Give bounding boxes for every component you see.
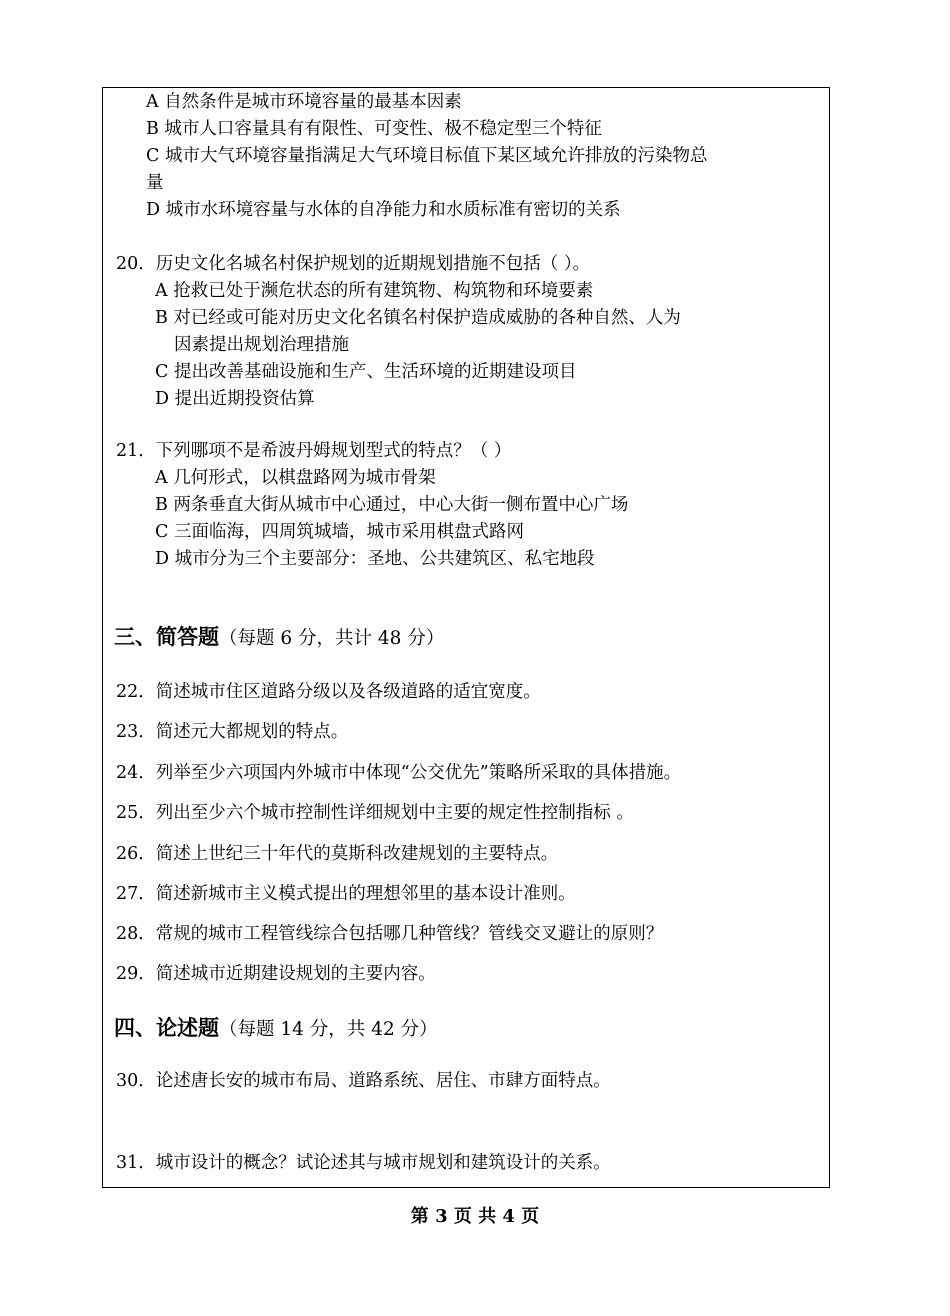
q20-option-c: C 提出改善基础设施和生产、生活环境的近期建设项目 [155,362,577,382]
section3-score-note: （每题 6 分，共计 48 分） [219,628,445,649]
q19-option-b: B 城市人口容量具有有限性、可变性、极不稳定型三个特征 [146,119,602,139]
question-25: 25．列出至少六个城市控制性详细规划中主要的规定性控制指标 。 [116,803,634,823]
q21-option-b: B 两条垂直大街从城市中心通过，中心大街一侧布置中心广场 [155,495,629,515]
section4-score-note: （每题 14 分，共 42 分） [219,1019,438,1040]
q19-option-d: D 城市水环境容量与水体的自净能力和水质标准有密切的关系 [146,200,621,220]
question-23: 23．简述元大都规划的特点。 [116,722,349,742]
q19-option-a: A 自然条件是城市环境容量的最基本因素 [146,92,462,112]
section3-heading [114,624,444,652]
question-29: 29．简述城市近期建设规划的主要内容。 [116,964,436,984]
page-number: 第 3 页 共 4 页 [410,1206,540,1227]
q20-stem: 20．历史文化名城名村保护规划的近期规划措施不包括（ ）。 [116,254,591,274]
section4-heading [114,1015,438,1043]
q21-option-c: C 三面临海，四周筑城墙，城市采用棋盘式路网 [155,522,524,542]
q20-option-b-line2: 因素提出规划治理措施 [174,335,349,355]
question-27: 27．简述新城市主义模式提出的理想邻里的基本设计准则。 [116,884,576,904]
question-30: 30．论述唐长安的城市布局、道路系统、居住、市肆方面特点。 [116,1071,611,1091]
q19-option-c-line1: C 城市大气环境容量指满足大气环境目标值下某区域允许排放的污染物总 [146,146,708,166]
question-31: 31．城市设计的概念？试论述其与城市规划和建筑设计的关系。 [116,1153,611,1173]
question-24: 24．列举至少六项国内外城市中体现“公交优先”策略所采取的具体措施。 [116,763,682,783]
q21-stem: 21．下列哪项不是希波丹姆规划型式的特点？（ ） [116,441,512,461]
section3-title: 三、简答题 [114,624,219,649]
q19-option-c-line2: 量 [146,173,164,193]
q21-option-d: D 城市分为三个主要部分：圣地、公共建筑区、私宅地段 [155,549,595,569]
question-22: 22．简述城市住区道路分级以及各级道路的适宜宽度。 [116,682,541,702]
q20-option-d: D 提出近期投资估算 [155,389,315,409]
question-26: 26．简述上世纪三十年代的莫斯科改建规划的主要特点。 [116,844,559,864]
section4-title: 四、论述题 [114,1015,219,1040]
q20-option-a: A 抢救已处于濒危状态的所有建筑物、构筑物和环境要素 [155,281,594,301]
q21-option-a: A 几何形式，以棋盘路网为城市骨架 [155,468,436,488]
q20-option-b-line1: B 对已经或可能对历史文化名镇名村保护造成威胁的各种自然、人为 [155,308,681,328]
question-28: 28．常规的城市工程管线综合包括哪几种管线？管线交叉避让的原则？ [116,924,664,944]
